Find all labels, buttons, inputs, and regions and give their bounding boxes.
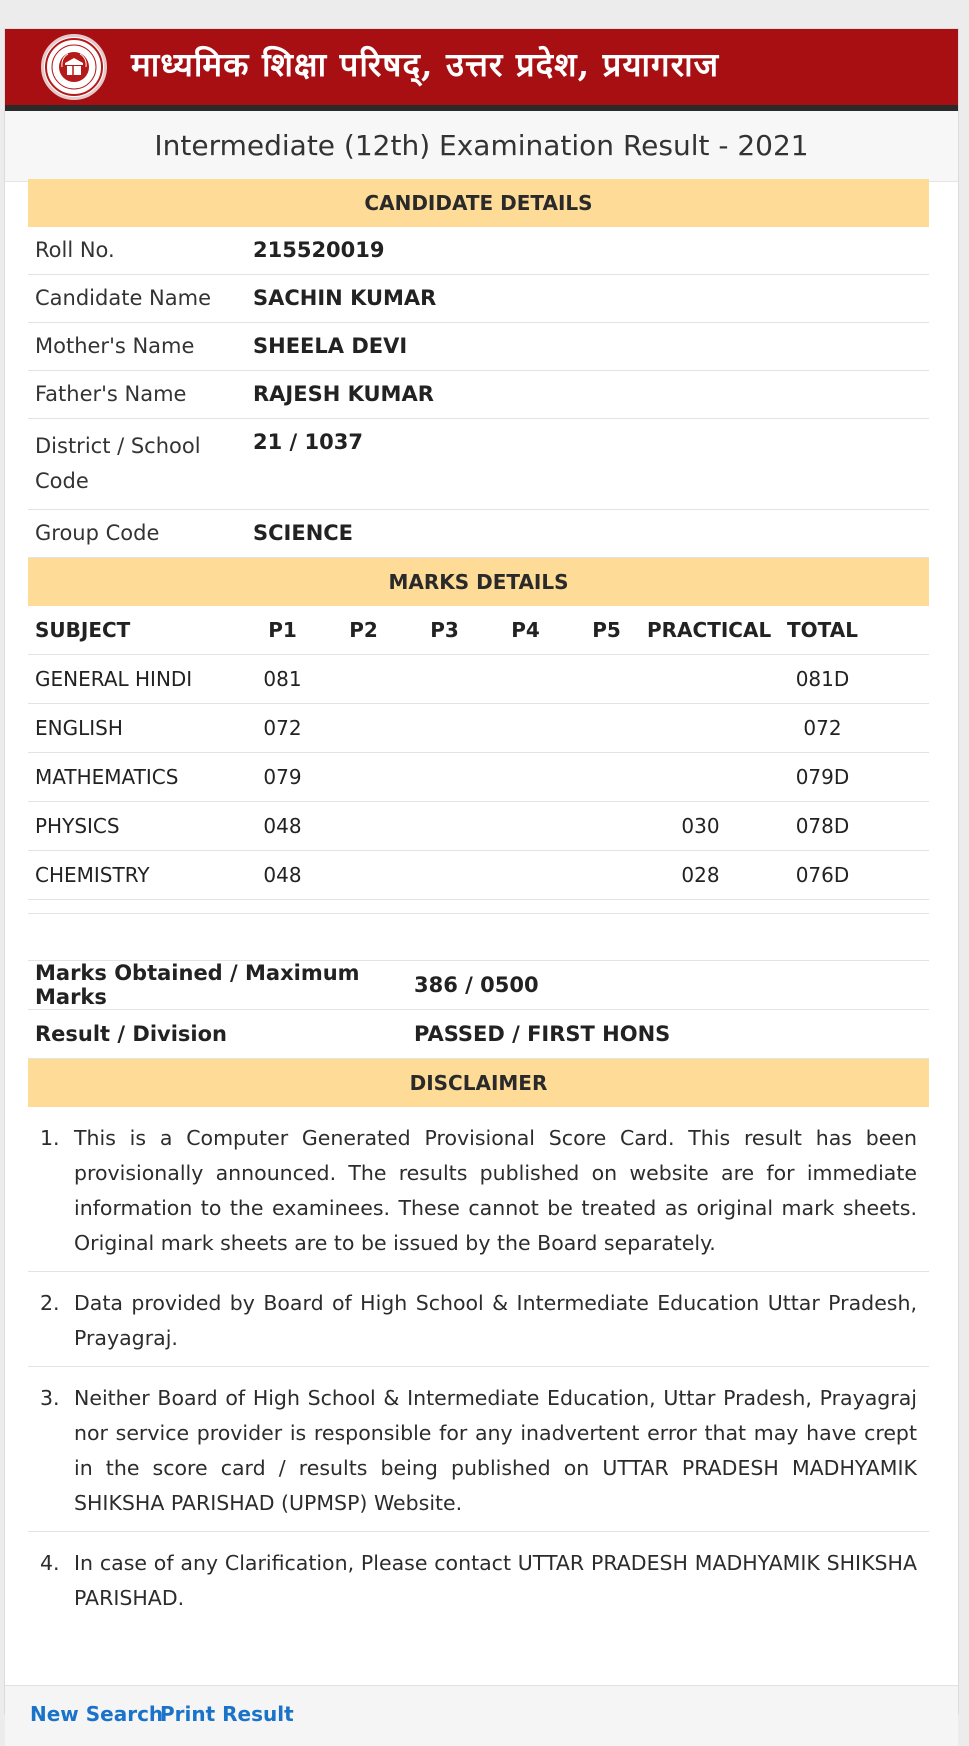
disclaimer-item bbox=[28, 1532, 929, 1626]
disclaimer-item bbox=[28, 1107, 929, 1272]
detail-value: RAJESH KUMAR bbox=[253, 382, 434, 406]
detail-label: District / School Code bbox=[35, 434, 201, 493]
marks-row bbox=[28, 753, 929, 802]
marks-row bbox=[28, 851, 929, 900]
total-cell: 072 bbox=[803, 716, 842, 740]
column-header: P2 bbox=[349, 618, 378, 642]
column-header: P1 bbox=[268, 618, 297, 642]
column-header: SUBJECT bbox=[35, 618, 131, 642]
marks-row bbox=[28, 704, 929, 753]
detail-label: Group Code bbox=[35, 521, 160, 545]
candidate-row-father bbox=[28, 371, 929, 419]
detail-label: Mother's Name bbox=[35, 334, 195, 358]
item-number: 2. bbox=[40, 1291, 60, 1315]
disclaimer-item bbox=[28, 1272, 929, 1367]
result-division-row bbox=[28, 1010, 929, 1059]
candidate-details-heading: CANDIDATE DETAILS bbox=[28, 179, 929, 227]
total-cell: 079D bbox=[795, 765, 850, 789]
total-cell: 076D bbox=[795, 863, 850, 887]
p1-cell: 048 bbox=[263, 814, 302, 838]
item-number: 3. bbox=[40, 1386, 60, 1410]
spacer-row bbox=[28, 914, 929, 961]
item-text: In case of any Clarification, Please contact UTTAR PRADESH MADHYAMIK SHIKSHA PARISHAD. bbox=[74, 1551, 917, 1610]
item-number: 4. bbox=[40, 1551, 60, 1575]
subject-cell: MATHEMATICS bbox=[35, 765, 179, 789]
detail-label: Roll No. bbox=[35, 238, 115, 262]
marks-obtained-label: Marks Obtained / Maximum Marks bbox=[35, 961, 360, 1009]
org-name: माध्यमिक शिक्षा परिषद्, उत्तर प्रदेश, प्रयागराज bbox=[131, 45, 720, 84]
column-header: P5 bbox=[592, 618, 621, 642]
candidate-row-name bbox=[28, 275, 929, 323]
marks-obtained-row bbox=[28, 961, 929, 1010]
item-number: 1. bbox=[40, 1126, 60, 1150]
marks-empty-row bbox=[28, 900, 929, 914]
detail-value: SACHIN KUMAR bbox=[253, 286, 437, 310]
candidate-row-district-school bbox=[28, 419, 929, 510]
detail-value: SHEELA DEVI bbox=[253, 334, 408, 358]
result-division-label: Result / Division bbox=[35, 1022, 227, 1046]
disclaimer-item bbox=[28, 1367, 929, 1532]
header-banner bbox=[5, 29, 958, 111]
column-header: PRACTICAL bbox=[647, 618, 772, 642]
column-header: P3 bbox=[430, 618, 459, 642]
subject-cell: GENERAL HINDI bbox=[35, 667, 193, 691]
subject-cell: CHEMISTRY bbox=[35, 863, 150, 887]
candidate-row-mother bbox=[28, 323, 929, 371]
marks-obtained-value: 386 / 0500 bbox=[414, 973, 539, 997]
footer-bar bbox=[5, 1685, 958, 1746]
candidate-row-group-code bbox=[28, 510, 929, 558]
column-header: TOTAL bbox=[787, 618, 858, 642]
practical-cell: 030 bbox=[681, 814, 720, 838]
new-search-link[interactable]: New Search bbox=[30, 1702, 164, 1726]
subject-cell: ENGLISH bbox=[35, 716, 123, 740]
disclaimer-heading: DISCLAIMER bbox=[28, 1059, 929, 1107]
p1-cell: 079 bbox=[263, 765, 302, 789]
result-division-value: PASSED / FIRST HONS bbox=[414, 1022, 671, 1046]
column-header: P4 bbox=[511, 618, 540, 642]
result-content bbox=[28, 179, 929, 1626]
detail-value: 21 / 1037 bbox=[253, 430, 363, 454]
exam-title: Intermediate (12th) Examination Result - 2021 bbox=[5, 111, 958, 182]
subject-cell: PHYSICS bbox=[35, 814, 120, 838]
p1-cell: 048 bbox=[263, 863, 302, 887]
marks-header-row bbox=[28, 606, 929, 655]
total-cell: 078D bbox=[795, 814, 850, 838]
item-text: Data provided by Board of High School & Intermediate Education Uttar Pradesh, Prayagraj. bbox=[74, 1291, 917, 1350]
candidate-row-roll-no bbox=[28, 227, 929, 275]
marks-row bbox=[28, 802, 929, 851]
detail-value: 215520019 bbox=[253, 238, 385, 262]
print-result-link[interactable]: Print Result bbox=[160, 1702, 294, 1726]
disclaimer-list bbox=[28, 1107, 929, 1626]
practical-cell: 028 bbox=[681, 863, 720, 887]
item-text: Neither Board of High School & Intermediate Education, Uttar Pradesh, Prayagraj nor service provider is responsible for any inadvertent error that may have crept in the score card / results being published on UTTAR PRADESH MADHYAMIK SHIKSHA PARISHAD (UPMSP) Website. bbox=[74, 1386, 917, 1515]
marks-row bbox=[28, 655, 929, 704]
item-text: This is a Computer Generated Provisional Score Card. This result has been provisionally announced. The results published on website are for immediate information to the examinees. These cannot be treated as original mark sheets. Original mark sheets are to be issued by the Board separately. bbox=[74, 1126, 917, 1255]
marks-details-heading: MARKS DETAILS bbox=[28, 558, 929, 606]
p1-cell: 072 bbox=[263, 716, 302, 740]
upmsp-logo bbox=[41, 34, 107, 100]
detail-value: SCIENCE bbox=[253, 521, 354, 545]
emblem-icon bbox=[44, 37, 104, 97]
detail-label: Candidate Name bbox=[35, 286, 211, 310]
detail-label: Father's Name bbox=[35, 382, 187, 406]
total-cell: 081D bbox=[795, 667, 850, 691]
p1-cell: 081 bbox=[263, 667, 302, 691]
